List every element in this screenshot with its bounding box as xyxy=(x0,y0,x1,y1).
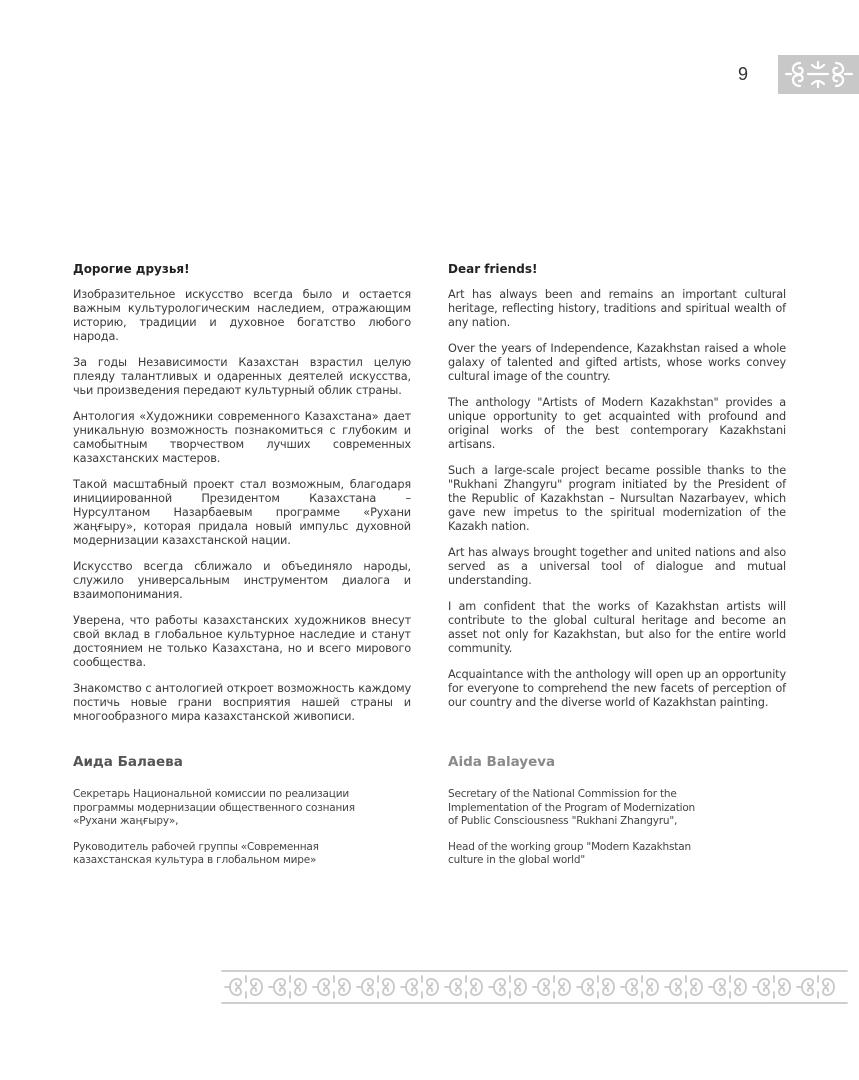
paragraph-en-3: The anthology "Artists of Modern Kazakhstan" provides a unique opportunity to get acquainted with profound and original works of the best contemporary Kazakhstani artisans. xyxy=(448,396,786,451)
paragraph-en-4: Such a large-scale project became possible thanks to the "Rukhani Zhangyru" program initiated by the President of the Republic of Kazakhstan – Nursultan Nazarbayev, which gave new impetus to the spiritual modernization of the Kazakh nation. xyxy=(448,464,786,533)
signature-role-ru-2-line-2: казахстанская культура в глобальном мире» xyxy=(73,854,317,866)
signature-role-ru-1 xyxy=(73,788,413,829)
signature-role-ru-2-line-1: Руководитель рабочей группы «Современная xyxy=(73,840,319,853)
kazakh-ornament-border-icon xyxy=(220,968,849,1006)
paragraph-ru-2: За годы Независимости Казахстан взрастил целую плеяду талантливых и одаренных деятелей искусства, чьи произведения передают культурный облик страны. xyxy=(73,356,411,397)
signature-name-ru: Аида Балаева xyxy=(73,754,183,770)
signature-role-ru-1-line-3: «Рухани жаңғыру», xyxy=(73,815,179,827)
page-number: 9 xyxy=(738,64,749,84)
paragraph-ru-4: Такой масштабный проект стал возможным, благодаря инициированной Президентом Казахстана – Нурсултаном Назарбаевым программе «Рухани жаңғыру», которая придала новый импульс духовной модернизации казахстанской нации. xyxy=(73,478,411,547)
paragraph-ru-6: Уверена, что работы казахстанских художников внесут свой вклад в глобальное культурное наследие и станут достоянием не только Казахстана, но и всего мирового сообщества. xyxy=(73,614,411,669)
kazakh-ornament-icon xyxy=(778,55,859,94)
signature-role-en-1-line-1: Secretary of the National Commission for the xyxy=(448,788,677,800)
signature-role-en-1-line-3: of Public Consciousness "Rukhani Zhangyru", xyxy=(448,815,678,827)
signature-role-ru-2 xyxy=(73,841,413,868)
signature-role-ru-1-line-1: Секретарь Национальной комиссии по реализации xyxy=(73,788,349,800)
paragraph-en-2: Over the years of Independence, Kazakhstan raised a whole galaxy of talented and gifted artists, whose works convey cultural image of the country. xyxy=(448,342,786,383)
greeting-ru: Дорогие друзья! xyxy=(73,262,190,276)
signature-role-en-1 xyxy=(448,788,788,829)
signature-role-en-2-line-2: culture in the global world" xyxy=(448,854,585,866)
paragraph-en-5: Art has always brought together and united nations and also served as a universal tool of dialogue and mutual understanding. xyxy=(448,546,786,587)
paragraph-ru-1: Изобразительное искусство всегда было и остается важным культурологическим наследием, отражающим историю, традиции и духовное богатство любого народа. xyxy=(73,288,411,343)
column-english xyxy=(448,262,786,722)
signature-role-en-2-line-1: Head of the working group "Modern Kazakhstan xyxy=(448,840,691,853)
paragraph-ru-3: Антология «Художники современного Казахстана» дает уникальную возможность познакомиться с глубоким и самобытным творчеством лучших современных казахстанских мастеров. xyxy=(73,410,411,465)
signature-en xyxy=(448,754,788,880)
paragraph-ru-5: Искусство всегда сближало и объединяло народы, служило универсальным инструментом диалога и взаимопонимания. xyxy=(73,560,411,601)
signature-role-en-2 xyxy=(448,841,788,868)
greeting-en: Dear friends! xyxy=(448,262,538,276)
signature-role-en-1-line-2: Implementation of the Program of Modernization xyxy=(448,801,696,814)
signature-ru xyxy=(73,754,413,880)
signature-role-ru-1-line-2: программы модернизации общественного сознания xyxy=(73,801,355,814)
paragraph-en-1: Art has always been and remains an important cultural heritage, reflecting history, traditions and spiritual wealth of any nation. xyxy=(448,288,786,329)
paragraph-en-7: Acquaintance with the anthology will open up an opportunity for everyone to comprehend the new facets of perception of our country and the diverse world of Kazakhstan painting. xyxy=(448,668,786,709)
paragraph-en-6: I am confident that the works of Kazakhstan artists will contribute to the global cultural heritage and become an asset not only for Kazakhstan, but also for the entire world community. xyxy=(448,600,786,655)
column-russian xyxy=(73,262,411,736)
paragraph-ru-7: Знакомство с антологией откроет возможность каждому постичь новые грани восприятия нашей страны и многообразного мира казахстанской живописи. xyxy=(73,682,411,723)
signature-name-en: Aida Balayeva xyxy=(448,754,556,770)
